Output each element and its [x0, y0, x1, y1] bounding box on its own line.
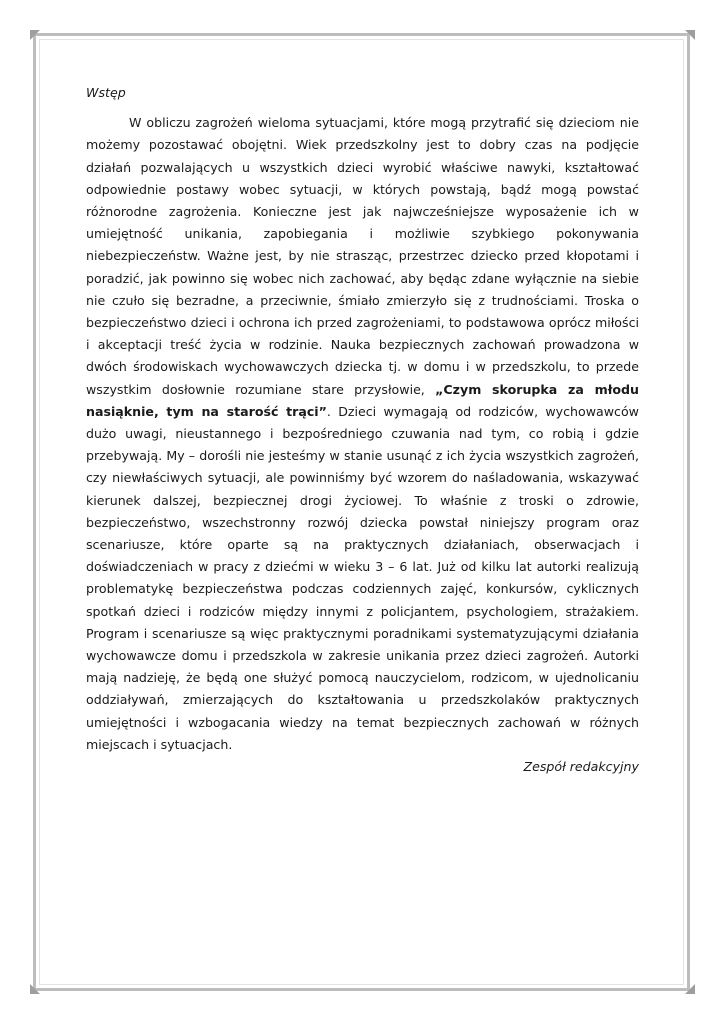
section-heading: Wstęp	[86, 85, 126, 100]
paragraph-text-after-quote: . Dzieci wymagają od rodziców, wychowawców dużo uwagi, nieustannego i bezpośredniego czuwania nad tym, co robią i gdzie przebywają. My – dorośli nie jesteśmy w stanie usunąć z ich życia wszystkich zagrożeń, czy niewłaściwych sytuacji, ale powinniśmy być wzorem do naśladowania, wskazywać kierunek dalszej, bezpiecznej drogi życiowej. To właśnie z troski o zdrowie, bezpieczeństwo, wszechstronny rozwój dziecka powstał niniejszy program oraz scenariusze, które oparte są na praktycznych działaniach, obserwacjach i doświadczeniach w pracy z dziećmi w wieku 3 – 6 lat. Już od kilku lat autorki realizują problematykę bezpieczeństwa podczas codziennych zajęć, konkursów, cyklicznych spotkań dzieci i rodziców między innymi z policjantem, psychologiem, strażakiem. Program i scenariusze są więc praktycznymi poradnikami systematyzującymi działania wychowawcze domu i przedszkola w zakresie unikania przez dzieci zagrożeń. Autorki mają nadzieję, że będą one służyć pomocą nauczycielom, rodzicom, w ujednolicaniu oddziaływań, zmierzających do kształtowania u przedszkolaków praktycznych umiejętności i wzbogacania wiedzy na temat bezpiecznych zachowań w różnych miejscach i sytuacjach.	[86, 403, 639, 752]
corner-ornament-bottom-right	[685, 984, 695, 994]
proverb-quote: „Czym skorupka za młodu nasiąknie, tym na starość trąci”	[86, 381, 639, 419]
corner-ornament-top-right	[685, 30, 695, 40]
corner-ornament-top-left	[30, 30, 40, 40]
document-content	[86, 82, 639, 778]
signature: Zespół redakcyjny	[523, 759, 639, 775]
paragraph-text-before-quote: W obliczu zagrożeń wieloma sytuacjami, które mogą przytrafić się dzieciom nie możemy pozostawać obojętni. Wiek przedszkolny jest to dobry czas na podjęcie działań pozwalających u wszystkich dzieci wyrobić właściwe nawyki, kształtować odpowiednie postawy wobec sytuacji, w których powstają, bądź mogą powstać różnorodne zagrożenia. Konieczne jest jak najwcześniejsze wyposażenie ich w umiejętność unikania, zapobiegania i możliwie szybkiego pokonywania niebezpieczeństw. Ważne jest, by nie strasząc, przestrzec dziecko przed kłopotami i poradzić, jak powinno się wobec nich zachować, aby będąc zdane wyłącznie na siebie nie czuło się bezradne, a przeciwnie, śmiało zmierzyło się z trudnościami. Troska o bezpieczeństwo dzieci i ochrona ich przed zagrożeniami, to podstawowa oprócz miłości i akceptacji treść życia w rodzinie. Nauka bezpiecznych zachowań prowadzona w dwóch środowiskach wychowawczych dziecka tj. w domu i w przedszkolu, to przede wszystkim dosłownie rozumiane stare przysłowie,	[86, 115, 639, 397]
introduction-paragraph	[86, 112, 639, 756]
corner-ornament-bottom-left	[30, 984, 40, 994]
